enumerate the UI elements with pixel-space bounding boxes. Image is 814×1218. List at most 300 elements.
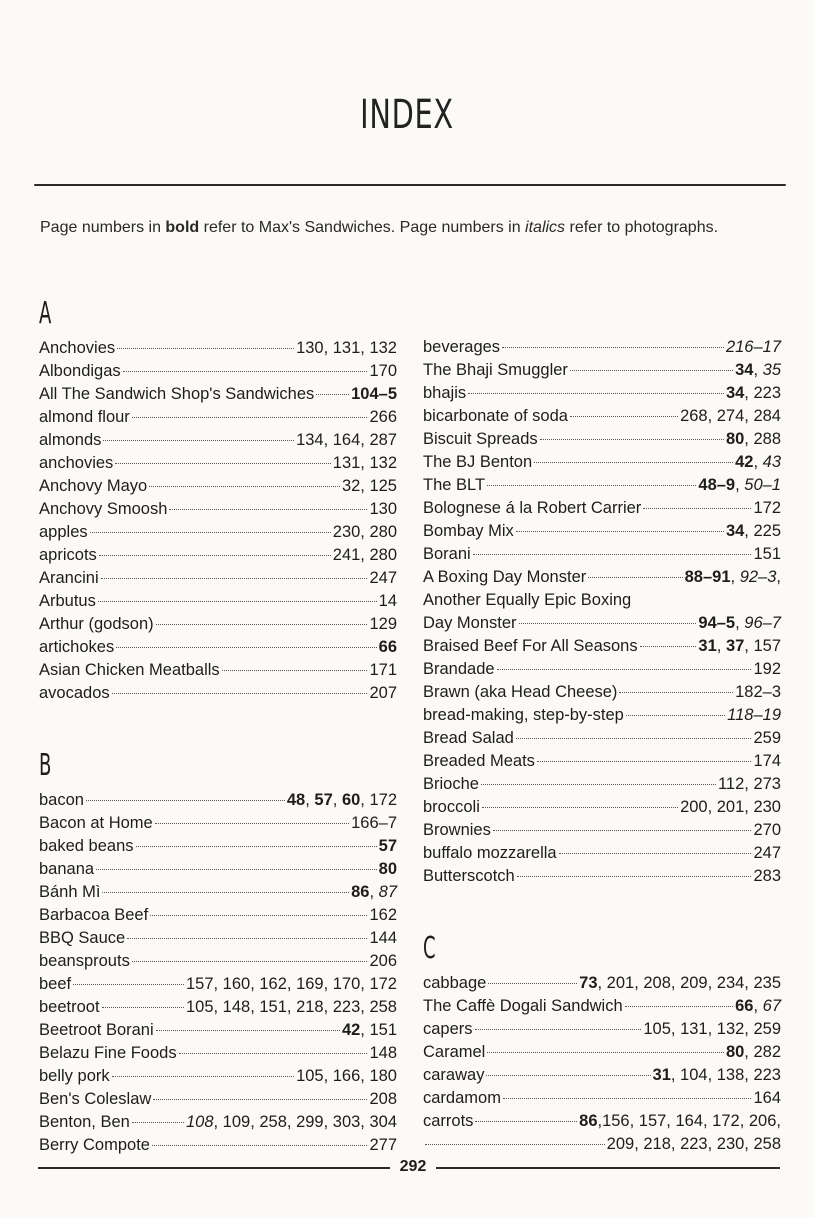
dot-leader [468, 393, 724, 394]
entry-term: almonds [39, 431, 102, 449]
dot-leader [102, 892, 349, 893]
index-entry [39, 1111, 397, 1134]
dot-leader [516, 738, 752, 739]
entry-pages [579, 1110, 781, 1133]
dot-leader [132, 961, 368, 962]
dot-leader [222, 670, 368, 671]
entry-term: Brownies [423, 821, 491, 839]
page-ref: 66 [735, 997, 754, 1015]
entry-pages [369, 567, 397, 590]
entry-pages [726, 1041, 781, 1064]
page-ref: 131, 132 [332, 454, 397, 472]
page-ref: 86 [351, 883, 370, 901]
dot-leader [132, 417, 368, 418]
entry-pages [333, 544, 397, 567]
page-ref: 208 [369, 1090, 397, 1108]
page-ref: 42 [341, 1021, 361, 1039]
dot-leader [316, 394, 349, 395]
index-entry [423, 796, 781, 819]
dot-leader [132, 1122, 184, 1123]
page-ref: 87 [378, 883, 397, 901]
index-entry [423, 865, 781, 888]
page-ref: , [735, 614, 745, 632]
index-entry [423, 543, 781, 566]
entry-term: Albondigas [39, 362, 121, 380]
index-entry [423, 520, 781, 543]
page-ref: , 225 [744, 522, 781, 540]
page-ref: 241, 280 [332, 546, 397, 564]
entry-pages [342, 1019, 397, 1042]
entry-term: artichokes [39, 638, 115, 656]
entry-term: Day Monster [423, 614, 517, 632]
dot-leader [517, 876, 752, 877]
index-entry [423, 972, 781, 995]
index-entry [423, 658, 781, 681]
entry-pages [726, 520, 781, 543]
dot-leader [497, 669, 752, 670]
dot-leader [503, 1098, 752, 1099]
entry-pages [753, 727, 781, 750]
dot-leader [488, 983, 577, 984]
index-entry [423, 635, 781, 658]
section-letter: C [423, 931, 436, 966]
dot-leader [540, 439, 724, 440]
page-ref: 259 [753, 729, 781, 747]
entry-term: BBQ Sauce [39, 929, 126, 947]
page-ref: , 282 [744, 1043, 781, 1061]
page-ref: 105, 148, 151, 218, 223, 258 [185, 998, 397, 1016]
entry-term: belly pork [39, 1067, 110, 1085]
page-ref: , 288 [744, 430, 781, 448]
entry-pages [186, 973, 397, 996]
dot-leader [112, 1076, 294, 1077]
entry-pages [680, 796, 781, 819]
dot-leader [534, 462, 733, 463]
page-ref: 216–17 [725, 338, 781, 356]
entry-term: Barbacoa Beef [39, 906, 149, 924]
index-entry [423, 1018, 781, 1041]
page-ref: 80 [378, 860, 397, 878]
entry-term: caraway [423, 1066, 485, 1084]
entry-pages [369, 1088, 397, 1111]
dot-leader [86, 800, 285, 801]
dot-leader [179, 1053, 368, 1054]
dot-leader [98, 601, 377, 602]
entry-pages [296, 429, 397, 452]
entry-term: Bolognese á la Robert Carrier [423, 499, 642, 517]
index-entry [39, 996, 397, 1019]
section-a [39, 293, 397, 705]
entry-pages [186, 1111, 397, 1134]
entry-pages [653, 1064, 781, 1087]
entry-pages [607, 1133, 781, 1156]
entry-term: beansprouts [39, 952, 130, 970]
index-entry [423, 1087, 781, 1110]
entry-term: Belazu Fine Foods [39, 1044, 177, 1062]
entry-term: The Bhaji Smuggler [423, 361, 568, 379]
dot-leader [643, 508, 751, 509]
entry-term: Bacon at Home [39, 814, 153, 832]
dot-leader [516, 531, 724, 532]
page-ref: 92–3 [739, 568, 777, 586]
entry-pages [726, 382, 781, 405]
entry-pages [287, 789, 397, 812]
entry-term: bicarbonate of soda [423, 407, 568, 425]
index-entry [39, 1019, 397, 1042]
dot-leader [486, 1075, 650, 1076]
index-entry [39, 1042, 397, 1065]
index-entry [39, 950, 397, 973]
index-entry [423, 773, 781, 796]
page-ref: 31 [652, 1066, 671, 1084]
entry-term: The BLT [423, 476, 486, 494]
page-ref: 96–7 [744, 614, 781, 632]
index-entry [423, 451, 781, 474]
entry-pages [735, 359, 781, 382]
page-ref: , [753, 361, 763, 379]
page-ref: 43 [762, 453, 781, 471]
section-letter: A [39, 296, 52, 331]
entry-term: carrots [423, 1112, 474, 1130]
section-b [39, 745, 397, 1157]
entry-pages [369, 613, 397, 636]
entry-pages [726, 428, 781, 451]
dot-leader [155, 823, 349, 824]
dot-leader [153, 1099, 367, 1100]
entry-pages [727, 704, 781, 727]
index-entry [423, 336, 781, 359]
page-ref: , [369, 883, 379, 901]
entry-pages [379, 636, 397, 659]
page-ref: 192 [753, 660, 781, 678]
index-entry [423, 497, 781, 520]
entry-pages [296, 337, 397, 360]
page-ref: 174 [753, 752, 781, 770]
index-entry [39, 360, 397, 383]
entry-term: Benton, Ben [39, 1113, 130, 1131]
entry-term: Anchovy Mayo [39, 477, 148, 495]
page-ref: 182–3 [735, 683, 781, 701]
index-entry [39, 881, 397, 904]
section-letter: B [39, 748, 52, 783]
dot-leader [136, 846, 377, 847]
page-ref: 171 [369, 661, 397, 679]
index-entry [39, 567, 397, 590]
index-entry [39, 521, 397, 544]
entry-pages [333, 521, 397, 544]
entry-term: Butterscotch [423, 867, 515, 885]
dot-leader [115, 463, 330, 464]
page-ref: 118–19 [727, 706, 781, 724]
entry-pages [369, 498, 397, 521]
entry-pages [333, 452, 397, 475]
dot-leader [588, 577, 682, 578]
page-ref: 35 [762, 361, 781, 379]
note-text-3: refer to photographs. [565, 219, 719, 236]
page-ref: 32, 125 [341, 477, 397, 495]
page-ref: 129 [369, 615, 397, 633]
index-entry [39, 429, 397, 452]
page-ref: , [776, 568, 781, 586]
dot-leader [570, 370, 733, 371]
entry-term: baked beans [39, 837, 134, 855]
entry-pages [753, 543, 781, 566]
page-ref: 230, 280 [332, 523, 397, 541]
dot-leader [482, 807, 678, 808]
entry-pages [369, 659, 397, 682]
page-ref: , 172 [360, 791, 397, 809]
index-entry [39, 927, 397, 950]
page-ref: , 104, 138, 223 [670, 1066, 781, 1084]
page-ref: 86 [579, 1112, 598, 1130]
entry-pages [643, 1018, 781, 1041]
page-ref: 266 [369, 408, 397, 426]
page-ref: 164 [753, 1089, 781, 1107]
index-entry [39, 636, 397, 659]
index-entry [39, 498, 397, 521]
entry-pages [369, 360, 397, 383]
note-text-2: refer to Max's Sandwiches. Page numbers in [199, 219, 526, 236]
index-entry [39, 904, 397, 927]
entry-term: Brandade [423, 660, 495, 678]
index-entry [423, 1064, 781, 1087]
index-entry [423, 727, 781, 750]
index-entry [39, 1134, 397, 1157]
index-entry [39, 544, 397, 567]
index-entry [423, 704, 781, 727]
entry-pages [735, 451, 781, 474]
dot-leader [502, 347, 724, 348]
entry-pages [753, 842, 781, 865]
entry-term: bacon [39, 791, 84, 809]
page-ref: 48 [286, 791, 306, 809]
index-entry [39, 973, 397, 996]
entry-pages [351, 383, 397, 406]
dot-leader [475, 1029, 642, 1030]
page-ref: 80 [725, 1043, 745, 1061]
dot-leader [619, 692, 733, 693]
page-ref: 172 [753, 499, 781, 517]
dot-leader [640, 646, 697, 647]
entry-term: beverages [423, 338, 501, 356]
dot-leader [152, 1145, 368, 1146]
index-entry [39, 1065, 397, 1088]
page-ref: 162 [369, 906, 397, 924]
page-ref: 105, 166, 180 [296, 1067, 397, 1085]
entry-pages [685, 566, 781, 589]
page-ref: 34 [725, 522, 745, 540]
page-ref: 104–5 [351, 385, 397, 403]
section-gap [39, 705, 397, 745]
index-entry [39, 659, 397, 682]
dot-leader [156, 624, 368, 625]
footer-rule-right [436, 1167, 780, 1169]
note-italic-word: italics [525, 219, 566, 236]
page-ref: 105, 131, 132, 259 [643, 1020, 781, 1038]
index-entry [423, 1110, 781, 1133]
dot-leader [101, 578, 368, 579]
entry-term: Arbutus [39, 592, 96, 610]
page-ref: , [735, 476, 745, 494]
dot-leader [475, 1121, 577, 1122]
entry-term: buffalo mozzarella [423, 844, 557, 862]
dot-leader [519, 623, 697, 624]
dot-leader [487, 1052, 724, 1053]
entry-term: Berry Compote [39, 1136, 150, 1154]
dot-leader [102, 1007, 184, 1008]
dot-leader [493, 830, 752, 831]
page-ref: 277 [369, 1136, 397, 1154]
entry-term: almond flour [39, 408, 130, 426]
entry-term: A Boxing Day Monster [423, 568, 587, 586]
dot-leader [99, 555, 331, 556]
entry-pages [753, 497, 781, 520]
page-ref: 67 [762, 997, 781, 1015]
entry-term: capers [423, 1020, 473, 1038]
page-ref: 80 [725, 430, 745, 448]
page-ref: 270 [753, 821, 781, 839]
page-ref: , [305, 791, 315, 809]
page-ref: 157, 160, 162, 169, 170, 172 [185, 975, 397, 993]
entry-pages [296, 1065, 397, 1088]
entry-pages [369, 682, 397, 705]
page-ref: 94–5 [698, 614, 736, 632]
entry-pages [698, 474, 781, 497]
entry-pages [369, 927, 397, 950]
index-entry [39, 475, 397, 498]
page-ref: 247 [753, 844, 781, 862]
page-ref: , 151 [360, 1021, 397, 1039]
entry-pages [698, 612, 781, 635]
dot-leader [96, 869, 377, 870]
index-entry [39, 613, 397, 636]
entry-term: The BJ Benton [423, 453, 533, 471]
entry-pages [379, 858, 397, 881]
page-ref: 31 [698, 637, 717, 655]
dot-leader [625, 1006, 733, 1007]
index-entry [423, 995, 781, 1018]
index-entry [423, 405, 781, 428]
page-ref: , [332, 791, 342, 809]
index-entry [39, 452, 397, 475]
entry-term: Borani [423, 545, 471, 563]
dot-leader [559, 853, 752, 854]
index-entry [423, 681, 781, 704]
dot-leader [425, 1144, 605, 1145]
index-entry [39, 337, 397, 360]
page-ref: 108 [185, 1113, 214, 1131]
entry-pages [753, 750, 781, 773]
dot-leader [481, 784, 716, 785]
dot-leader [149, 486, 340, 487]
index-entry [39, 858, 397, 881]
entry-term: Bánh Mì [39, 883, 101, 901]
entry-pages [753, 819, 781, 842]
entry-term: Another Equally Epic Boxing [423, 591, 632, 609]
index-entry [39, 835, 397, 858]
page-ref: 34 [725, 384, 745, 402]
page-ref: , 201, 208, 209, 234, 235 [597, 974, 781, 992]
entry-pages [753, 865, 781, 888]
index-entry [39, 789, 397, 812]
entry-pages [379, 835, 397, 858]
index-entry [423, 819, 781, 842]
page-ref: , [716, 637, 726, 655]
page-ref: 209, 218, 223, 230, 258 [606, 1135, 781, 1153]
entry-pages [379, 590, 397, 613]
section-gap [423, 888, 781, 928]
entry-term: avocados [39, 684, 110, 702]
dot-leader [473, 554, 752, 555]
page-ref: 88–91 [684, 568, 731, 586]
page-ref: 48–9 [698, 476, 736, 494]
dot-leader [103, 440, 294, 441]
entry-term: banana [39, 860, 95, 878]
entry-term: Breaded Meats [423, 752, 535, 770]
entry-pages [369, 1042, 397, 1065]
page-ref: 112, 273 [717, 775, 781, 793]
index-entry [423, 382, 781, 405]
page-ref: 151 [753, 545, 781, 563]
dot-leader [116, 647, 376, 648]
page-ref: 37 [725, 637, 745, 655]
entry-pages [579, 972, 781, 995]
entry-term: Arancini [39, 569, 99, 587]
page-ref: 283 [753, 867, 781, 885]
page-ref: 66 [378, 638, 397, 656]
page-ref: 206 [369, 952, 397, 970]
section-c [423, 928, 781, 1156]
index-entry [39, 812, 397, 835]
page-ref: 57 [314, 791, 333, 809]
index-column-right [423, 336, 781, 1156]
index-entry [423, 359, 781, 382]
index-entry [423, 612, 781, 635]
dot-leader [90, 532, 331, 533]
entry-term: beef [39, 975, 72, 993]
page-ref: 134, 164, 287 [296, 431, 397, 449]
page-ref: 207 [369, 684, 397, 702]
entry-pages [735, 995, 781, 1018]
index-entry [39, 383, 397, 406]
index-entry [39, 682, 397, 705]
page-ref: 57 [378, 837, 397, 855]
entry-term: Asian Chicken Meatballs [39, 661, 220, 679]
page-ref: 130, 131, 132 [296, 339, 397, 357]
page-ref: 200, 201, 230 [680, 798, 781, 816]
index-entry [423, 428, 781, 451]
footer-rule-left [38, 1167, 390, 1169]
entry-pages [351, 881, 397, 904]
entry-pages [753, 658, 781, 681]
entry-pages [735, 681, 781, 704]
entry-pages [342, 475, 397, 498]
entry-pages [351, 812, 397, 835]
page-ref: 42 [735, 453, 754, 471]
entry-pages [698, 635, 781, 658]
entry-term: bread-making, step-by-step [423, 706, 624, 724]
page-ref: , [730, 568, 740, 586]
entry-term: Biscuit Spreads [423, 430, 538, 448]
dot-leader [150, 915, 367, 916]
entry-term: Beetroot Borani [39, 1021, 154, 1039]
page-ref: 166–7 [351, 814, 397, 832]
dot-leader [487, 485, 696, 486]
entry-term: Bombay Mix [423, 522, 514, 540]
entry-term: Anchovies [39, 339, 116, 357]
page-ref: 50–1 [744, 476, 781, 494]
page-ref: , 109, 258, 299, 303, 304 [213, 1113, 397, 1131]
